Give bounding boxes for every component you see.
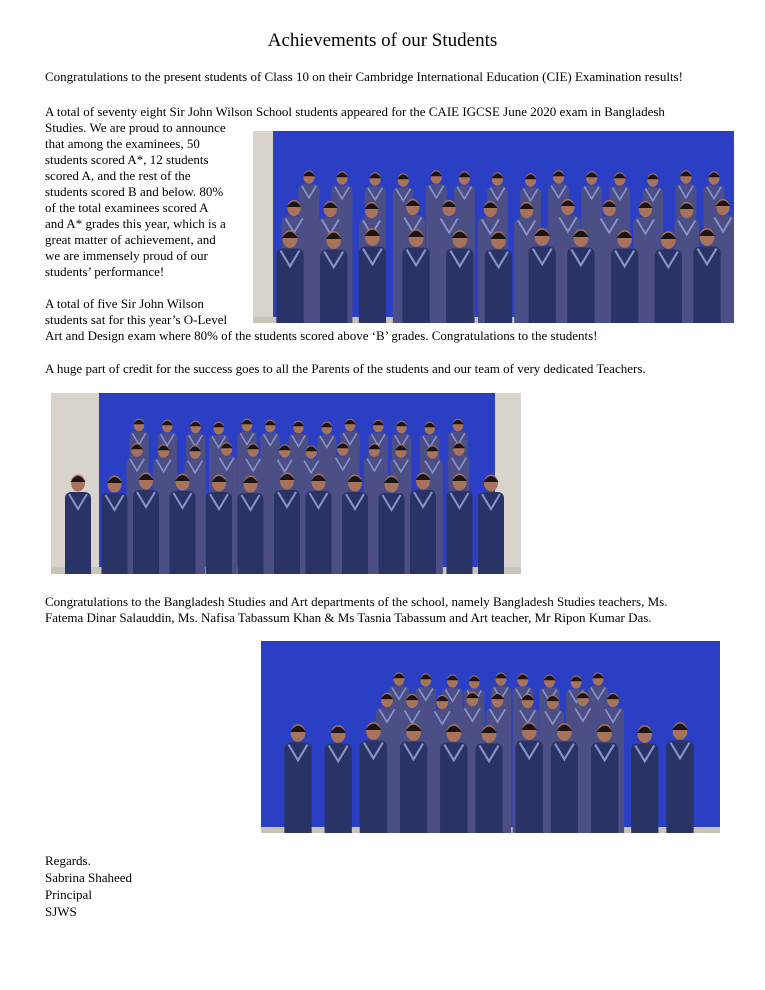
signature-school: SJWS [45, 904, 77, 919]
results-line-8: and A* grades this year, which is a [45, 216, 226, 231]
results-line-11: students’ performance! [45, 264, 165, 279]
signature-regards: Regards. [45, 853, 91, 868]
group-photo-1-illustration [253, 131, 734, 323]
results-line-4: students scored A*, 12 students [45, 152, 209, 167]
results-line-10: we are immensely proud of our [45, 248, 208, 263]
intro-paragraph: Congratulations to the present students of Class 10 on their Cambridge International Education (CIE) Examination results! [45, 69, 683, 84]
group-photo-2-illustration [51, 393, 521, 574]
art-line-1: A total of five Sir John Wilson [45, 296, 204, 311]
signature-name: Sabrina Shaheed [45, 870, 133, 885]
page-title: Achievements of our Students [267, 30, 498, 51]
departments-line-2: Fatema Dinar Salauddin, Ms. Nafisa Tabassum Khan & Ms Tasnia Tabassum and Art teacher, Mr Ripon Kumar Das. [45, 610, 652, 625]
art-line-2: students sat for this year’s O-Level [45, 312, 228, 327]
results-line-3: that among the examinees, 50 [45, 136, 200, 151]
results-line-1: A total of seventy eight Sir John Wilson School students appeared for the CAIE IGCSE June 2020 exam in Bangladesh [45, 104, 665, 119]
signature-title: Principal [45, 887, 92, 902]
results-line-5: scored A, and the rest of the [45, 168, 191, 183]
group-photo-1 [253, 131, 734, 323]
group-photo-3 [261, 641, 720, 833]
group-photo-3-illustration [261, 641, 720, 833]
credit-paragraph: A huge part of credit for the success goes to all the Parents of the students and our team of very dedicated Teachers. [45, 361, 646, 376]
results-line-7: of the total examinees scored A [45, 200, 209, 215]
results-line-9: great matter of achievement, and [45, 232, 216, 247]
results-line-2: Studies. We are proud to announce [45, 120, 226, 135]
results-line-6: students scored B and below. 80% [45, 184, 224, 199]
departments-line-1: Congratulations to the Bangladesh Studies and Art departments of the school, namely Bangladesh Studies teachers, Ms. [45, 594, 668, 609]
group-photo-2 [51, 393, 521, 574]
art-line-3: Art and Design exam where 80% of the students scored above ‘B’ grades. Congratulations to the students! [45, 328, 598, 343]
